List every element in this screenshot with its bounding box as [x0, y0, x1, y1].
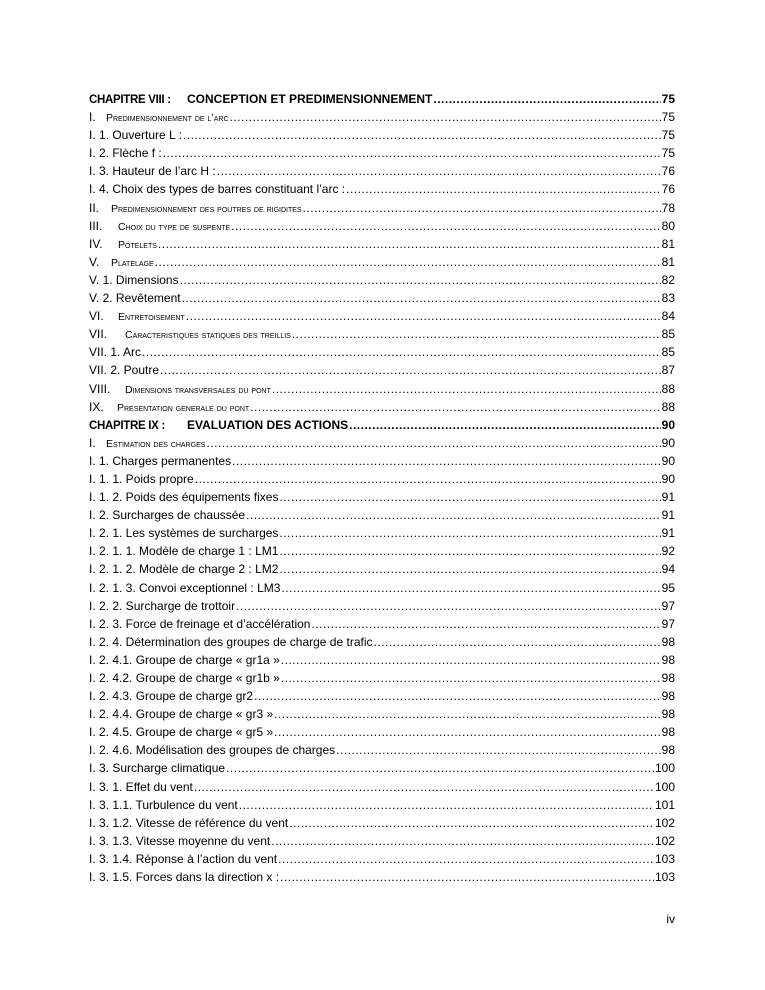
toc-leader-dots: [281, 579, 660, 597]
toc-leader-dots: [346, 180, 661, 198]
toc-entry-page: 98: [661, 689, 675, 704]
toc-leader-dots: [142, 343, 661, 361]
toc-chapter-entry[interactable]: [89, 416, 675, 434]
toc-entry[interactable]: [89, 669, 675, 687]
toc-entry-page: 90: [661, 435, 675, 450]
toc-leader-dots: [274, 705, 661, 723]
toc-entry-title: I. 1. 1. Poids propre: [89, 471, 194, 486]
toc-entry-page: 80: [661, 218, 675, 233]
toc-entry[interactable]: [89, 180, 675, 198]
toc-entry-number: VI.: [89, 309, 104, 324]
toc-entry-title: Entretoisement: [118, 311, 185, 324]
toc-entry-title: Choix du type de suspente: [118, 220, 231, 233]
toc-entry[interactable]: [89, 271, 675, 289]
toc-entry[interactable]: [89, 398, 675, 416]
toc-entry-page: 103: [654, 870, 675, 885]
toc-leader-dots: [250, 398, 660, 416]
toc-entry[interactable]: [89, 380, 675, 398]
toc-entry[interactable]: [89, 235, 675, 253]
toc-leader-dots: [182, 289, 661, 307]
toc-entry-title: I. 3. 1.2. Vitesse de référence du vent: [89, 815, 289, 830]
toc-entry-title: I. 1. Charges permanentes: [89, 453, 232, 468]
toc-entry-page: 85: [661, 327, 675, 342]
toc-entry-page: 90: [661, 471, 675, 486]
toc-leader-dots: [271, 832, 654, 850]
toc-entry-title: I. 3. Hauteur de l’arc H :: [89, 164, 216, 179]
toc-entry-title: I. 2. 4.3. Groupe de charge gr2: [89, 689, 254, 704]
toc-entry[interactable]: [89, 778, 675, 796]
toc-entry[interactable]: [89, 579, 675, 597]
toc-leader-dots: [349, 416, 661, 434]
toc-entry-page: 88: [661, 399, 675, 414]
toc-entry[interactable]: [89, 759, 675, 777]
toc-entry[interactable]: [89, 126, 675, 144]
toc-entry[interactable]: [89, 651, 675, 669]
toc-entry-title: VII. 1. Arc: [89, 345, 142, 360]
toc-entry[interactable]: [89, 633, 675, 651]
toc-entry[interactable]: [89, 253, 675, 271]
toc-entry-title: I. 2. Flèche f :: [89, 146, 162, 161]
toc-entry-title: I. 2. 4.6. Modélisation des groupes de charges: [89, 743, 336, 758]
toc-entry-title: I. 3. 1.3. Vitesse moyenne du vent: [89, 833, 271, 848]
toc-entry-title: I. 3. 1. Effet du vent: [89, 779, 193, 794]
toc-entry[interactable]: [89, 850, 675, 868]
toc-leader-dots: [272, 380, 661, 398]
toc-entry-page: 94: [661, 562, 675, 577]
page-number: iv: [666, 912, 675, 926]
toc-leader-dots: [239, 796, 654, 814]
toc-leader-dots: [160, 361, 661, 379]
toc-entry[interactable]: [89, 307, 675, 325]
toc-leader-dots: [311, 615, 660, 633]
toc-entry-title: I. 3. 1.1. Turbulence du vent: [89, 797, 238, 812]
toc-entry-page: 98: [661, 743, 675, 758]
toc-entry-title: Platelage: [111, 256, 154, 269]
toc-entry-title: I. 3. Surcharge climatique: [89, 761, 226, 776]
toc-entry-page: 100: [654, 761, 675, 776]
toc-leader-dots: [246, 506, 661, 524]
toc-entry-page: 90: [661, 453, 675, 468]
toc-entry-number: III.: [89, 218, 103, 233]
toc-leader-dots: [303, 199, 661, 217]
toc-leader-dots: [155, 253, 661, 271]
toc-entry-page: 92: [661, 544, 675, 559]
toc-entry[interactable]: [89, 506, 675, 524]
toc-entry-number: CHAPITRE VIII :: [89, 94, 171, 106]
toc-entry-page: 103: [654, 851, 675, 866]
toc-leader-dots: [232, 452, 661, 470]
toc-entry-title: I. 4. Choix des types de barres constituant l’arc :: [89, 182, 346, 197]
toc-leader-dots: [279, 542, 660, 560]
toc-entry-title: I. 2. 2. Surcharge de trottoir: [89, 598, 236, 613]
toc-entry-page: 87: [661, 363, 675, 378]
toc-entry[interactable]: [89, 615, 675, 633]
toc-entry-title: I. 1. Ouverture L :: [89, 128, 182, 143]
toc-leader-dots: [289, 814, 654, 832]
toc-entry-page: 95: [661, 580, 675, 595]
toc-entry[interactable]: [89, 542, 675, 560]
toc-entry-number: II.: [89, 200, 100, 215]
toc-entry-title: Estimation des charges: [106, 437, 206, 450]
toc-entry-page: 97: [661, 616, 675, 631]
toc-entry-page: 75: [661, 110, 675, 125]
toc-entry-title: Predimensionnement de l’arc: [106, 112, 229, 125]
toc-leader-dots: [180, 271, 661, 289]
toc-leader-dots: [163, 144, 661, 162]
toc-leader-dots: [279, 488, 660, 506]
toc-entry-page: 100: [654, 779, 675, 794]
toc-entry-page: 75: [661, 146, 675, 161]
toc-entry-title: I. 2. 1. 3. Convoi exceptionnel : LM3: [89, 580, 281, 595]
toc-entry-number: VII.: [89, 327, 108, 342]
toc-entry-number: IX.: [89, 399, 104, 414]
toc-entry-number: IV.: [89, 236, 103, 251]
toc-entry[interactable]: [89, 452, 675, 470]
toc-entry-title: I. 3. 1.4. Réponse à l’action du vent: [89, 851, 278, 866]
toc-entry[interactable]: [89, 705, 675, 723]
toc-entry-page: 82: [661, 272, 675, 287]
toc-entry[interactable]: [89, 868, 675, 886]
toc-entry-title: I. 2. 4.2. Groupe de charge « gr1b »: [89, 671, 280, 685]
toc-leader-dots: [226, 759, 654, 777]
toc-entry-title: Dimensions transversales du pont: [125, 383, 271, 396]
toc-entry[interactable]: [89, 524, 675, 542]
toc-leader-dots: [281, 669, 661, 687]
toc-entry[interactable]: [89, 162, 675, 180]
toc-entry-page: 98: [661, 634, 675, 649]
toc-entry[interactable]: [89, 741, 675, 759]
toc-leader-dots: [195, 470, 661, 488]
toc-entry[interactable]: [89, 560, 675, 578]
toc-entry[interactable]: [89, 217, 675, 235]
toc-leader-dots: [280, 868, 654, 886]
toc-leader-dots: [230, 108, 661, 126]
toc-entry[interactable]: [89, 289, 675, 307]
toc-entry-title: Potelets: [118, 238, 157, 251]
toc-entry[interactable]: [89, 325, 675, 343]
toc-leader-dots: [374, 633, 661, 651]
toc-entry-title: I. 2. 1. Les systèmes de surcharges: [89, 526, 279, 541]
toc-entry[interactable]: [89, 343, 675, 361]
toc-entry[interactable]: [89, 814, 675, 832]
toc-entry-number: I.: [89, 435, 96, 450]
toc-leader-dots: [278, 850, 654, 868]
toc-leader-dots: [433, 90, 660, 108]
toc-entry-number: VIII.: [89, 381, 111, 396]
toc-entry-title: Presentation generale du pont: [117, 401, 250, 414]
toc-entry[interactable]: [89, 108, 675, 126]
toc-leader-dots: [274, 723, 661, 741]
toc-entry-number: V.: [89, 254, 100, 269]
toc-entry-page: 98: [661, 707, 675, 722]
toc-entry[interactable]: [89, 434, 675, 452]
toc-entry[interactable]: [89, 361, 675, 379]
toc-entry-page: 84: [661, 309, 675, 324]
table-of-contents: [89, 90, 675, 886]
toc-leader-dots: [292, 325, 661, 343]
toc-entry[interactable]: [89, 832, 675, 850]
toc-leader-dots: [254, 687, 661, 705]
toc-entry-page: 76: [661, 164, 675, 179]
toc-entry-number: I.: [89, 110, 96, 125]
toc-leader-dots: [206, 434, 660, 452]
toc-entry-title: I. 2. 4. Détermination des groupes de charge de trafic: [89, 634, 373, 649]
toc-entry-title: V. 2. Revêtement: [89, 291, 181, 306]
toc-entry-page: 78: [661, 200, 675, 215]
toc-entry[interactable]: [89, 470, 675, 488]
toc-entry-title: I. 2. 4.5. Groupe de charge « gr5 »: [89, 725, 274, 740]
toc-entry-page: 75: [661, 92, 675, 106]
toc-entry-page: 75: [661, 128, 675, 143]
toc-entry-title: V. 1. Dimensions: [89, 272, 179, 287]
toc-entry-title: I. 1. 2. Poids des équipements fixes: [89, 490, 279, 505]
toc-leader-dots: [236, 597, 661, 615]
toc-leader-dots: [279, 524, 660, 542]
toc-entry-page: 102: [654, 815, 675, 830]
toc-leader-dots: [231, 217, 660, 235]
toc-entry-page: 81: [661, 254, 675, 269]
toc-entry-page: 98: [661, 725, 675, 740]
toc-entry-page: 91: [661, 526, 675, 541]
toc-entry[interactable]: [89, 144, 675, 162]
toc-entry-page: 101: [654, 797, 675, 812]
toc-entry[interactable]: [89, 796, 675, 814]
toc-leader-dots: [279, 560, 660, 578]
toc-entry-page: 98: [661, 671, 675, 685]
toc-entry-page: 97: [661, 598, 675, 613]
toc-entry[interactable]: [89, 723, 675, 741]
toc-leader-dots: [186, 307, 661, 325]
toc-entry-number: CHAPITRE IX :: [89, 419, 165, 432]
toc-leader-dots: [183, 126, 661, 144]
toc-leader-dots: [336, 741, 660, 759]
toc-entry-title: Caracteristiques statiques des treillis: [125, 329, 291, 342]
toc-leader-dots: [217, 162, 661, 180]
toc-entry-page: 88: [661, 381, 675, 396]
toc-entry[interactable]: [89, 597, 675, 615]
toc-entry-page: 83: [661, 291, 675, 306]
toc-entry-page: 91: [661, 490, 675, 505]
toc-entry-page: 91: [661, 508, 675, 523]
toc-entry-page: 85: [661, 345, 675, 360]
toc-entry-page: 81: [661, 236, 675, 251]
toc-entry-title: I. 2. 1. 1. Modèle de charge 1 : LM1: [89, 544, 279, 559]
toc-entry-page: 102: [654, 833, 675, 848]
toc-entry-title: VII. 2. Poutre: [89, 363, 160, 378]
toc-entry-title: Predimensionnement des poutres de rigidites: [111, 202, 302, 215]
toc-entry-page: 98: [661, 652, 675, 667]
toc-entry[interactable]: [89, 199, 675, 217]
toc-entry-title: EVALUATION DES ACTIONS: [187, 417, 349, 432]
toc-leader-dots: [158, 235, 661, 253]
toc-entry-title: CONCEPTION ET PREDIMENSIONNEMENT: [187, 92, 433, 106]
toc-leader-dots: [194, 778, 654, 796]
toc-leader-dots: [281, 651, 661, 669]
toc-entry-title: I. 2. 4.1. Groupe de charge « gr1a »: [89, 652, 280, 667]
toc-entry-title: I. 2. 1. 2. Modèle de charge 2 : LM2: [89, 562, 279, 577]
toc-entry-title: I. 2. 3. Force de freinage et d’accélération: [89, 616, 311, 631]
toc-entry[interactable]: [89, 488, 675, 506]
toc-entry-title: I. 2. Surcharges de chaussée: [89, 508, 246, 523]
toc-entry-title: I. 3. 1.5. Forces dans la direction x :: [89, 870, 280, 885]
toc-entry-page: 90: [661, 417, 675, 432]
toc-entry-page: 76: [661, 182, 675, 197]
toc-entry[interactable]: [89, 687, 675, 705]
toc-entry-title: I. 2. 4.4. Groupe de charge « gr3 »: [89, 707, 274, 722]
toc-chapter-entry[interactable]: [89, 90, 675, 108]
